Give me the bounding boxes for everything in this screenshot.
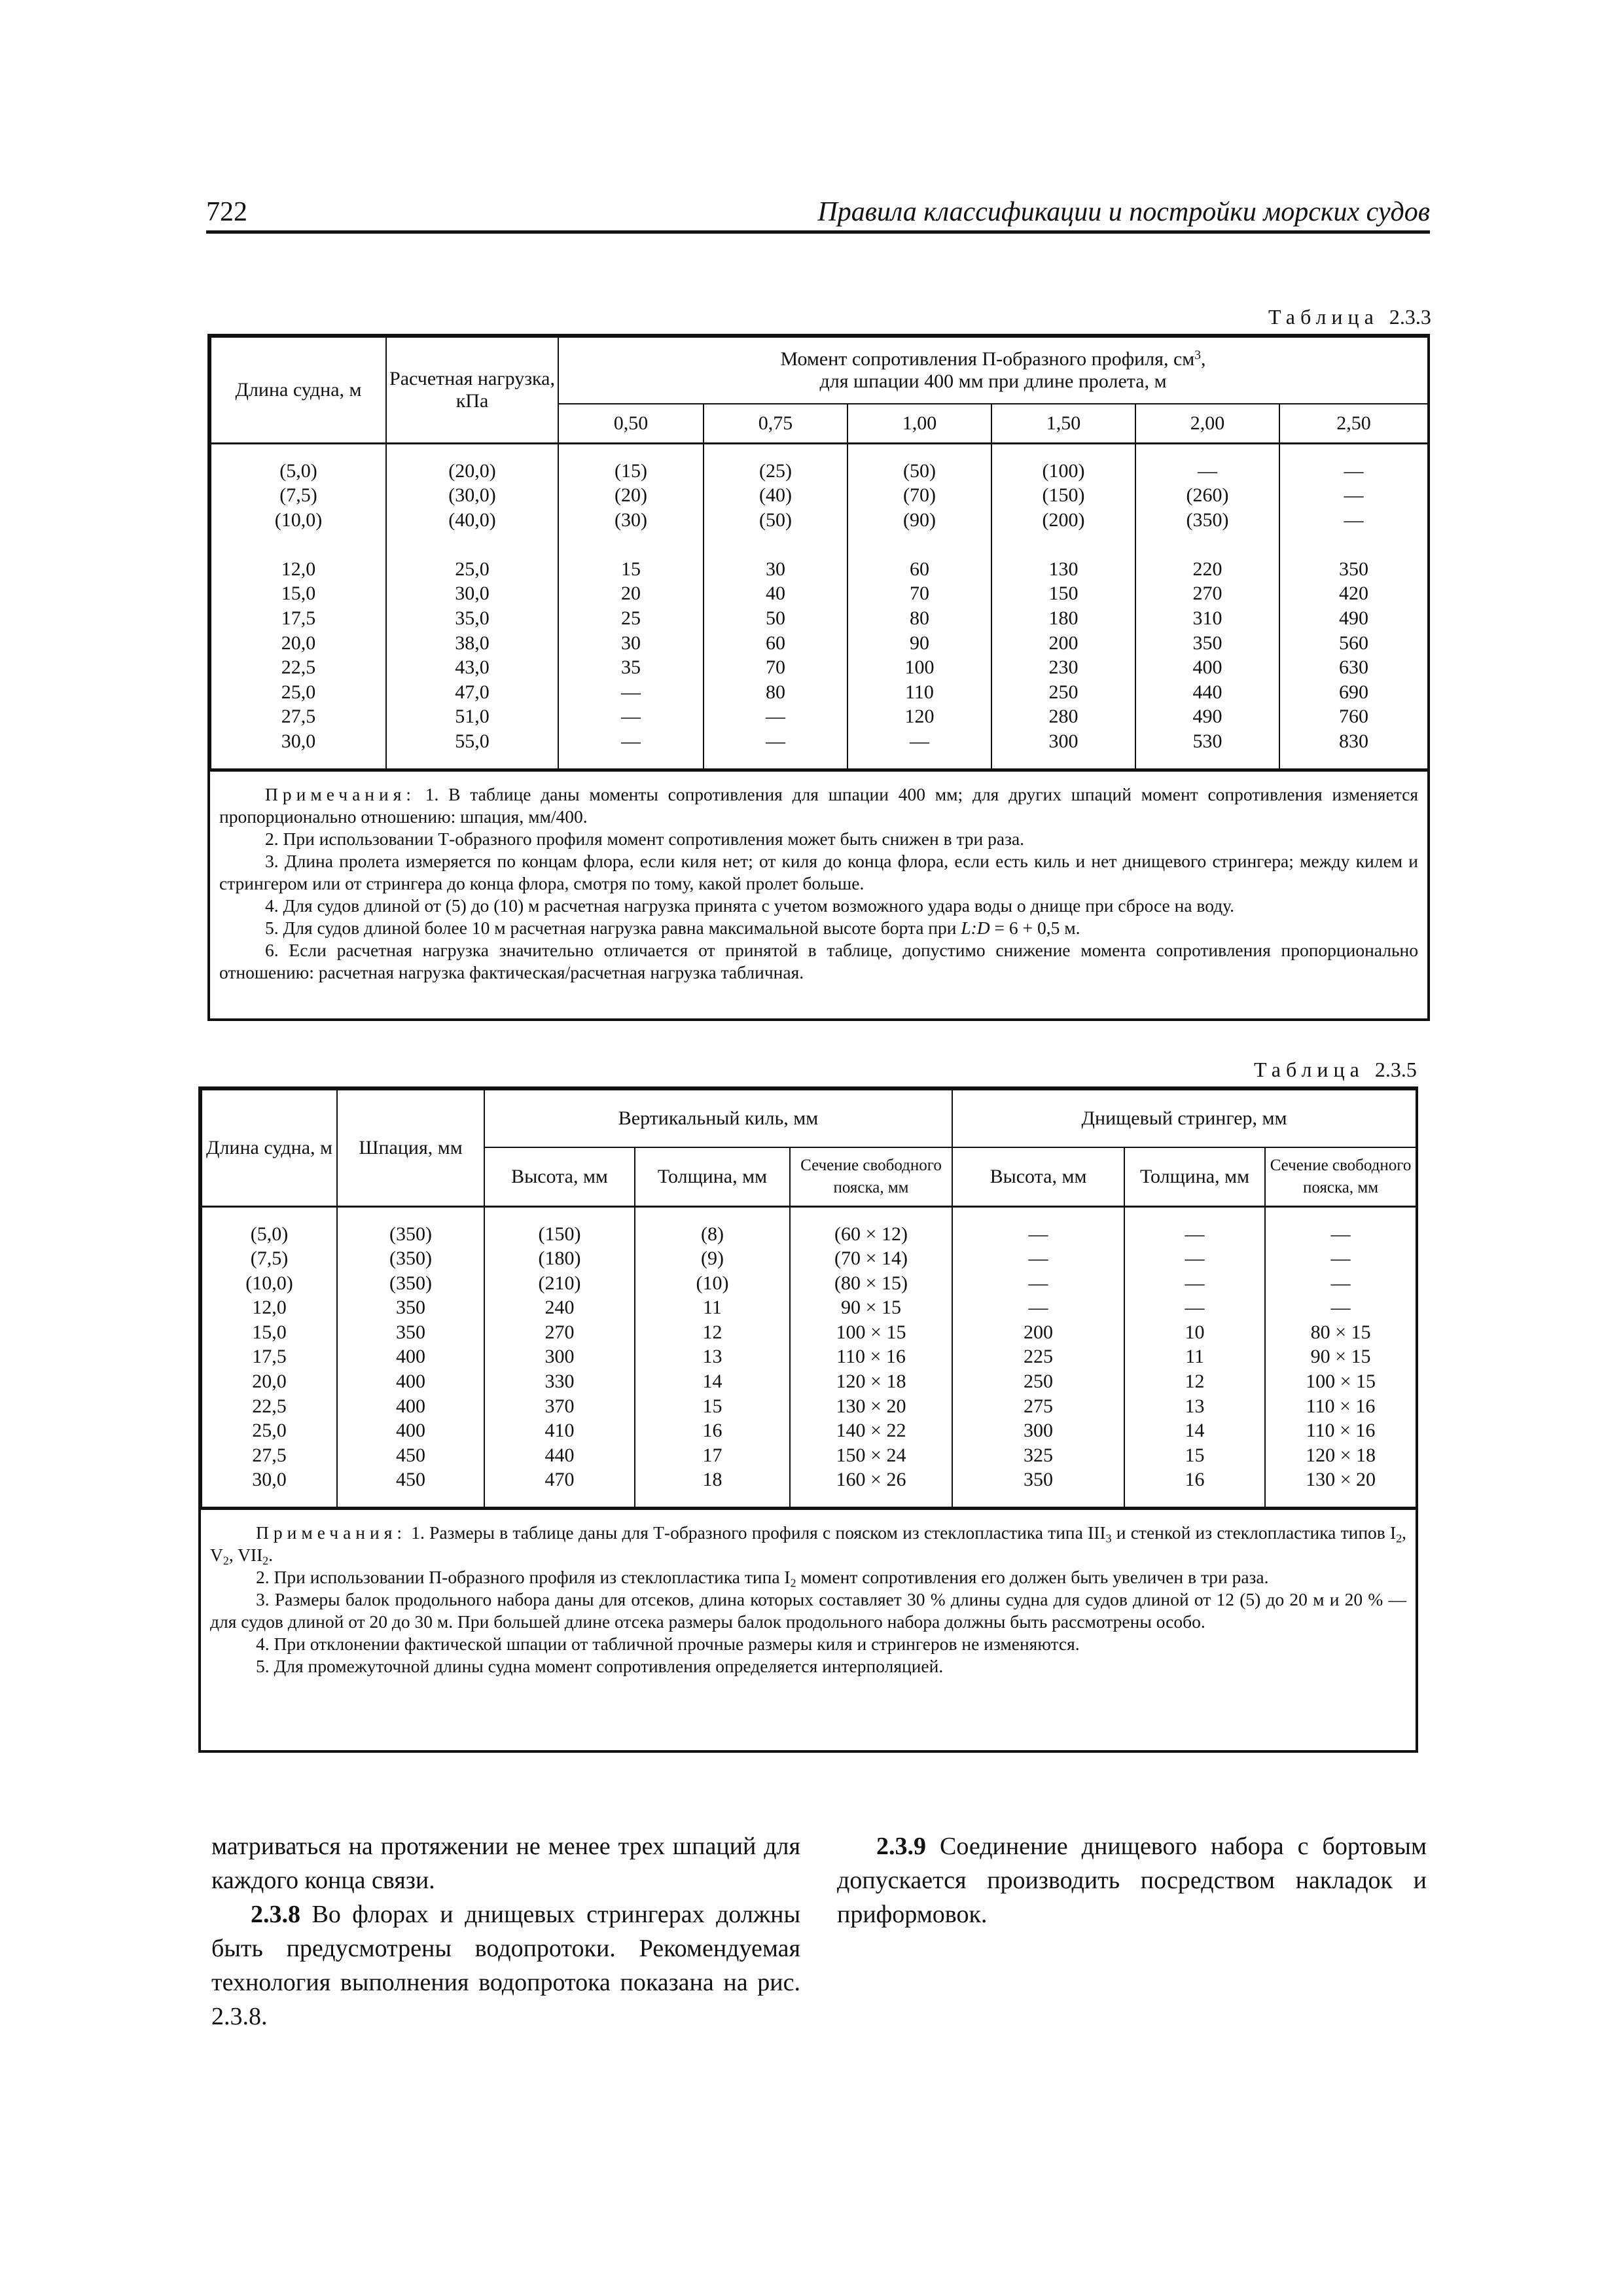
table-cell: 17,5 [281,607,316,630]
table-cell: 60 [910,558,929,580]
table-cell: (50) [903,459,936,482]
table-cell: 60 [766,632,785,654]
table-cell: 280 [1048,706,1079,728]
note-2: 2. При использовании Т-образного профиля момент сопротивления может быть снижен в три раза. [265,828,1025,849]
table-cell: 17 [702,1444,722,1466]
notes-lead: Примечания: [265,783,416,804]
sub-3: 3 [1105,1532,1112,1545]
table-cell: 400 [1192,656,1222,679]
table-cell: 30 [621,632,641,654]
table-cell: 350 [1339,558,1369,580]
table-cell [559,532,703,557]
note-5-tail: = 6 + 0,5 м. [990,917,1080,938]
col-150 [991,443,1135,769]
table-cell: 160 × 26 [836,1469,906,1491]
table-cell: 14 [702,1371,722,1393]
paragraph-continuation: матриваться на протяжении не менее трех шпаций для каждого конца связи. [211,1833,800,1894]
sub-2: 2 [223,1554,229,1568]
table-cell: (50) [759,509,792,531]
table-cell: (90) [903,509,936,531]
table-cell: 15,0 [281,583,316,605]
table-cell: 80 [910,607,929,630]
sub-2: 2 [1396,1532,1402,1545]
table-cell: (30) [615,509,647,531]
table-cell: 90 [910,632,929,654]
table-cell: 180 [1048,607,1079,630]
caption-number: 2.3.5 [1374,1058,1417,1081]
col-keel-height [484,1206,635,1507]
table-cell: (80 × 15) [834,1272,908,1294]
table-cell [1280,532,1427,557]
table-cell: — [621,706,641,728]
header-spacing: Шпация, мм [337,1090,484,1206]
table-cell: — [621,730,641,753]
table-cell: 70 [766,656,785,679]
note-1-text-b: и стенкой из стеклопластика типов I [1111,1522,1397,1543]
header-stringer-thickness: Толщина, мм [1124,1147,1265,1206]
note-1-text-e: . [268,1545,274,1566]
table-cell: 16 [1185,1469,1205,1491]
note-2-text-a: 2. При использовании П-образного профиля из стеклопластика типа I [256,1567,791,1588]
table-cell [211,532,385,557]
paragraph-text: Соединение днищевого набора с бортовым допускается производить посредством накладок и приформовок. [837,1833,1427,1928]
note-1 [219,783,1418,828]
table-cell: 450 [396,1444,425,1466]
sub-2: 2 [790,1576,796,1590]
table-cell: 300 [1024,1420,1054,1442]
table-cell: 20,0 [252,1371,287,1393]
header-length: Длина судна, м [202,1090,337,1206]
note-4: 4. При отклонении фактической шпации от табличной прочные размеры киля и стрингеров не изменяются. [256,1634,1080,1655]
header-moment-subtext: для шпации 400 мм при длине пролета, м [819,370,1167,392]
notes-lead: Примечания: [256,1522,407,1543]
table-2-3-5-grid [201,1089,1417,1508]
table-cell: — [1028,1297,1048,1319]
col-200 [1135,443,1279,769]
table-cell: 25,0 [281,681,316,703]
table-cell: 400 [396,1346,425,1368]
table-cell: 300 [1048,730,1079,753]
table-cell: — [1185,1223,1205,1245]
table-cell: 220 [1192,558,1222,580]
table-cell: 27,5 [281,706,316,728]
table-cell: 30,0 [281,730,316,753]
table-cell: 12 [1185,1371,1205,1393]
table-cell: (7,5) [250,1247,289,1270]
table-cell: 250 [1024,1371,1054,1393]
table-cell: 420 [1339,583,1369,605]
table-cell: — [1344,509,1364,531]
table-cell: (180) [538,1247,581,1270]
col-keel-section [790,1206,952,1507]
table-cell: 27,5 [252,1444,287,1466]
table-cell: 270 [1192,583,1222,605]
table-cell: 830 [1339,730,1369,753]
table-cell: 25 [621,607,641,630]
table-cell: 15 [1185,1444,1205,1466]
col-length [202,1206,337,1507]
table-cell: — [1344,459,1364,482]
table-cell: 30 [766,558,785,580]
table-cell: (30,0) [448,484,496,507]
table-cell: — [766,706,785,728]
table-2-3-5-notes [201,1508,1416,1689]
col-stringer-thickness [1124,1206,1265,1507]
table-cell: 760 [1339,706,1369,728]
header-keel: Вертикальный киль, мм [484,1090,952,1147]
table-cell: — [621,681,641,703]
table-2-3-3-grid [210,336,1429,770]
table-cell: — [1185,1247,1205,1270]
table-cell: 16 [702,1420,722,1442]
table-cell: 70 [910,583,929,605]
table-2-3-5-caption [1254,1058,1417,1082]
header-stringer-section: Сечение свободного пояска, мм [1265,1147,1416,1206]
table-cell: 225 [1024,1346,1054,1368]
table-cell: 490 [1339,607,1369,630]
span-1-00: 1,00 [847,404,991,443]
table-cell: (260) [1186,484,1229,507]
table-cell: 200 [1048,632,1079,654]
table-cell: 14 [1185,1420,1205,1442]
table-cell: 120 × 18 [836,1371,906,1393]
note-1 [210,1522,1406,1566]
table-cell: 12 [702,1321,722,1343]
running-title: Правила классификации и постройки морских судов [817,197,1430,227]
body-right-column [837,1829,1427,1931]
page-number: 722 [206,197,247,227]
table-cell: 410 [544,1420,575,1442]
note-5-text: 5. Для судов длиной более 10 м расчетная нагрузка равна максимальной высоте борта при [265,917,961,938]
table-cell: 440 [544,1444,575,1466]
table-cell: 18 [702,1469,722,1491]
table-cell: 270 [544,1321,575,1343]
table-cell: 17,5 [252,1346,287,1368]
table-cell: 250 [1048,681,1079,703]
table-cell: (40,0) [448,509,496,531]
table-cell: 20,0 [281,632,316,654]
col-stringer-section [1265,1206,1416,1507]
table-cell: 10 [1185,1321,1205,1343]
table-cell: 30,0 [455,583,490,605]
table-cell [992,532,1135,557]
table-cell: — [1330,1297,1351,1319]
table-cell: 110 × 16 [1306,1395,1376,1417]
note-1-text-a: 1. Размеры в таблице даны для Т-образного профиля с пояском из стеклопластика типа III [411,1522,1106,1543]
span-2-50: 2,50 [1279,404,1428,443]
note-3: 3. Длина пролета измеряется по концам флора, если киля нет; от киля до конца флора, если есть киль и нет днищевого стрингера; между килем и стрингером или от стрингера до конца флора, смотря по тому, какой пролет больше. [219,850,1418,893]
table-cell: 400 [396,1371,425,1393]
span-2-00: 2,00 [1135,404,1279,443]
paragraph-2-3-9 [837,1829,1427,1931]
table-cell [704,532,847,557]
header-stringer-height: Высота, мм [952,1147,1124,1206]
table-cell: (10) [696,1272,729,1294]
span-0-50: 0,50 [558,404,704,443]
table-cell: 330 [544,1371,575,1393]
table-cell: — [1028,1272,1048,1294]
table-cell: 470 [544,1469,575,1491]
caption-word: Таблица [1254,1058,1364,1081]
table-cell: 12,0 [281,558,316,580]
table-cell: 110 × 16 [1306,1420,1376,1442]
body-left-column [211,1829,800,2034]
table-cell: (5,0) [250,1223,289,1245]
page-header [206,196,1430,234]
table-cell: 55,0 [455,730,490,753]
table-cell: 12,0 [252,1297,287,1319]
note-5-formula: L:D [961,917,990,938]
col-keel-thickness [635,1206,790,1507]
table-cell: 35 [621,656,641,679]
col-spacing [337,1206,484,1507]
table-cell: 690 [1339,681,1369,703]
table-cell: — [1028,1247,1048,1270]
table-cell: (5,0) [279,459,317,482]
table-cell: — [1198,459,1217,482]
table-cell: 100 × 15 [1306,1371,1376,1393]
table-cell: (350) [389,1272,432,1294]
table-cell: (150) [538,1223,581,1245]
table-cell: 630 [1339,656,1369,679]
table-cell: 325 [1024,1444,1054,1466]
table-cell: (10,0) [274,509,323,531]
table-cell: 20 [621,583,641,605]
table-cell: 230 [1048,656,1079,679]
table-cell: — [766,730,785,753]
table-cell: 120 × 18 [1306,1444,1376,1466]
span-0-75: 0,75 [704,404,847,443]
col-load [386,443,558,769]
table-cell: — [1330,1223,1351,1245]
table-cell: 310 [1192,607,1222,630]
table-cell: (350) [1186,509,1229,531]
table-cell: (350) [389,1223,432,1245]
col-100 [847,443,991,769]
table-cell: 120 [904,706,935,728]
table-cell: 47,0 [455,681,490,703]
table-cell: 15 [621,558,641,580]
table-cell: 130 × 20 [836,1395,906,1417]
note-5: 5. Для промежуточной длины судна момент сопротивления определяется интерполяцией. [256,1656,944,1677]
table-cell: 30,0 [252,1469,287,1491]
table-cell: 80 × 15 [1310,1321,1371,1343]
table-cell: 100 × 15 [836,1321,906,1343]
header-moment-text: Момент сопротивления П-образного профиля, см [780,348,1195,370]
table-cell: — [1028,1223,1048,1245]
header-moment-sup: 3 [1194,348,1202,363]
table-cell: 90 × 15 [841,1297,901,1319]
table-cell: 43,0 [455,656,490,679]
table-cell: 40 [766,583,785,605]
table-cell: 25,0 [455,558,490,580]
header-moment-comma: , [1201,348,1206,370]
table-cell: 350 [396,1297,425,1319]
table-cell: (350) [389,1247,432,1270]
table-cell: — [1185,1272,1205,1294]
table-cell: 530 [1192,730,1222,753]
table-cell: — [910,730,929,753]
col-length [211,443,386,769]
table-cell: (8) [701,1223,724,1245]
table-2-3-5 [198,1086,1418,1753]
table-cell: 35,0 [455,607,490,630]
table-cell: 110 × 16 [836,1346,906,1368]
table-cell: 140 × 22 [836,1420,906,1442]
section-number: 2.3.8 [251,1901,300,1928]
table-cell: 560 [1339,632,1369,654]
table-cell: 25,0 [252,1420,287,1442]
section-number: 2.3.9 [876,1833,926,1860]
table-cell: (40) [759,484,792,507]
table-cell: 50 [766,607,785,630]
table-cell: — [1330,1247,1351,1270]
table-cell: — [1330,1272,1351,1294]
table-cell: 13 [1185,1395,1205,1417]
table-cell: (10,0) [245,1272,293,1294]
table-cell: 275 [1024,1395,1054,1417]
header-keel-section: Сечение свободного пояска, мм [790,1147,952,1206]
header-keel-height: Высота, мм [484,1147,635,1206]
note-1-text-d: , VII [228,1545,263,1566]
caption-number: 2.3.3 [1389,305,1431,329]
note-3: 3. Размеры балок продольного набора даны для отсеков, длина которых составляет 30 % длины судна для судов длиной от 12 (5) до 20 м и 20 % — для судов длиной от 20 до 30 м. При большей длине отсека размеры балок продольного набора должны быть рассмотрены особо. [210,1589,1406,1632]
table-2-3-3-notes [210,770,1427,996]
table-cell: 11 [1185,1346,1204,1368]
table-cell: 15,0 [252,1321,287,1343]
table-cell: (15) [615,459,647,482]
col-075 [704,443,847,769]
header-stringer: Днищевый стрингер, мм [952,1090,1416,1147]
table-cell: 13 [702,1346,722,1368]
sub-2: 2 [262,1554,269,1568]
table-cell: 38,0 [455,632,490,654]
caption-word: Таблица [1268,305,1379,329]
table-cell: 400 [396,1420,425,1442]
table-cell: 400 [396,1395,425,1417]
table-cell: — [1344,484,1364,507]
header-load: Расчетная нагрузка, кПа [386,337,558,443]
table-cell: 51,0 [455,706,490,728]
table-cell: 130 × 20 [1306,1469,1376,1491]
table-cell: (70) [903,484,936,507]
table-cell: (20,0) [448,459,496,482]
note-2-text-b: момент сопротивления его должен быть увеличен в три раза. [796,1567,1269,1588]
table-cell: 300 [544,1346,575,1368]
table-cell: (200) [1042,509,1085,531]
table-cell [387,532,558,557]
header-moment [558,337,1428,404]
table-cell: 11 [703,1297,722,1319]
col-stringer-height [952,1206,1124,1507]
table-cell: 100 [904,656,935,679]
header-length: Длина судна, м [211,337,386,443]
table-cell: 370 [544,1395,575,1417]
table-cell: 440 [1192,681,1222,703]
table-cell: 110 [905,681,934,703]
table-cell: 80 [766,681,785,703]
table-cell: 22,5 [281,656,316,679]
table-cell: (150) [1042,484,1085,507]
note-6: 6. Если расчетная нагрузка значительно отличается от принятой в таблице, допустимо снижение момента сопротивления пропорционально отношению: расчетная нагрузка фактическая/расчетная нагрузка табличная. [219,939,1418,982]
table-cell: 350 [1024,1469,1054,1491]
table-cell: (7,5) [279,484,317,507]
table-cell: 350 [396,1321,425,1343]
table-cell: (9) [701,1247,724,1270]
table-cell: — [1185,1297,1205,1319]
paragraph-2-3-8 [211,1897,800,2034]
table-cell: (70 × 14) [834,1247,908,1270]
span-1-50: 1,50 [991,404,1135,443]
note-1-text: 1. В таблице даны моменты сопротивления для шпации 400 мм; для других шпаций момент сопротивления изменяется пропорционально отношению: шпация, мм/400. [219,783,1418,827]
table-cell: 450 [396,1469,425,1491]
header-keel-thickness: Толщина, мм [635,1147,790,1206]
table-cell: (25) [759,459,792,482]
table-cell: (100) [1042,459,1085,482]
table-2-3-3-caption [1268,305,1431,329]
table-cell: 490 [1192,706,1222,728]
paragraph-text: Во флорах и днищевых стрингерах должны быть предусмотрены водопротоки. Рекомендуемая технология выполнения водопротока показана на рис. 2.3.8. [211,1901,800,2030]
table-cell: 130 [1048,558,1079,580]
table-cell: (210) [538,1272,581,1294]
col-050 [558,443,704,769]
table-cell: (20) [615,484,647,507]
table-cell: 240 [544,1297,575,1319]
table-cell: 90 × 15 [1310,1346,1371,1368]
table-cell: 15 [702,1395,722,1417]
note-5 [219,917,1418,939]
col-250 [1279,443,1428,769]
table-2-3-3 [207,334,1430,1021]
note-4: 4. Для судов длиной от (5) до (10) м расчетная нагрузка принята с учетом возможного удара воды о днище при сбросе на воду. [265,895,1235,916]
note-1-text-c: , V [210,1522,1406,1566]
table-cell [848,532,991,557]
table-cell: 150 × 24 [836,1444,906,1466]
table-cell: 350 [1192,632,1222,654]
table-cell: (60 × 12) [834,1223,908,1245]
table-cell [1136,532,1279,557]
note-2 [210,1566,1406,1588]
table-cell: 22,5 [252,1395,287,1417]
table-cell: 200 [1024,1321,1054,1343]
table-cell: 150 [1048,583,1079,605]
